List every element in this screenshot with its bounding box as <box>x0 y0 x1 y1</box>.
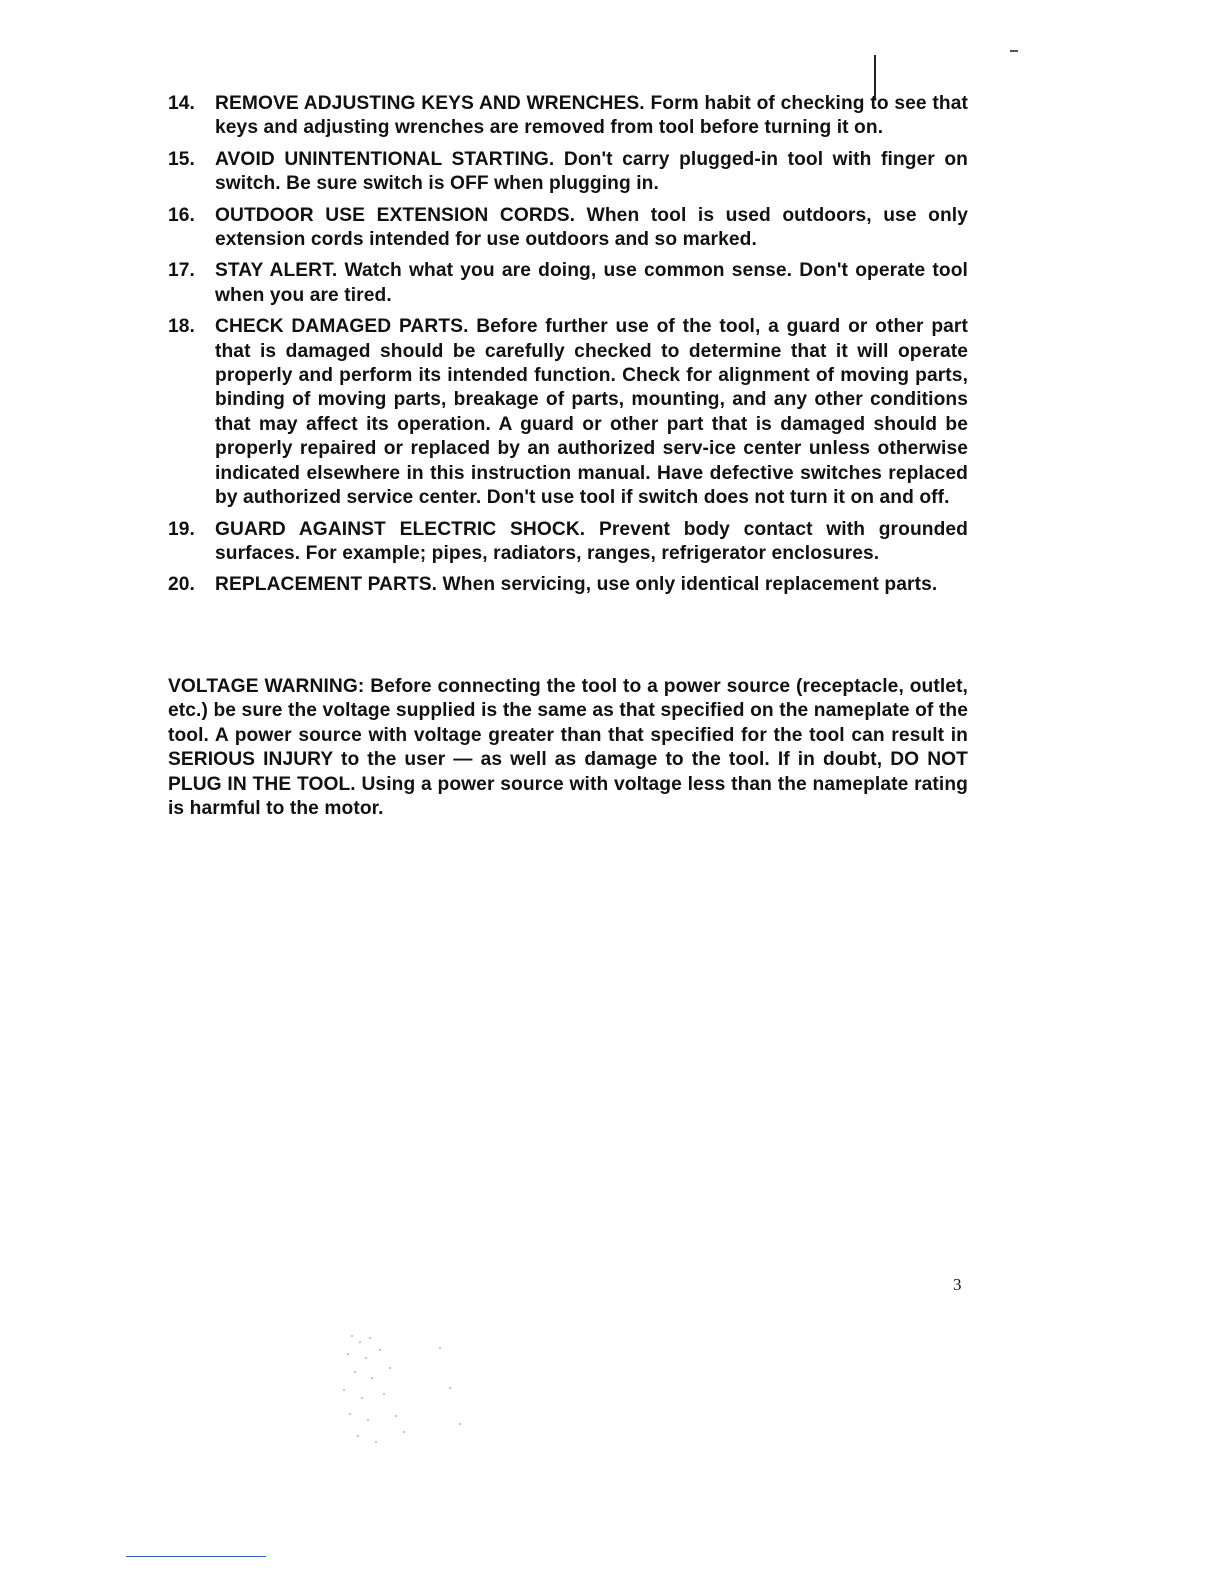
rule-number: 18. <box>168 316 195 338</box>
rule-text: Watch what you are doing, use common sense. Don't operate tool when you are tired. <box>215 260 968 306</box>
safety-rule <box>168 573 968 597</box>
scan-edge-line <box>126 1556 266 1557</box>
rule-heading: GUARD AGAINST ELECTRIC SHOCK. <box>215 518 586 540</box>
rule-number: 14. <box>168 93 195 114</box>
voltage-warning-heading: VOLTAGE WARNING: <box>168 676 365 697</box>
rule-text: Prevent body contact with grounded surfaces. For example; pipes, radiators, ranges, refrigerator enclosures. <box>215 518 968 564</box>
voltage-warning-text: Before connecting the tool to a power source (receptacle, outlet, etc.) be sure the voltage supplied is the same as that specified on the nameplate of the tool. A power source with voltage greater than that specified for the tool can result in SERIOUS INJURY to the user — as well as damage to the tool. If in doubt, DO NOT PLUG IN THE TOOL. Using a power source with voltage less than the nameplate rating is harmful to the motor. <box>168 676 968 820</box>
rule-number: 19. <box>168 518 195 540</box>
rule-heading: STAY ALERT. <box>215 260 338 282</box>
rule-number: 16. <box>168 204 195 226</box>
rule-text: When servicing, use only identical replacement parts. <box>442 574 938 596</box>
rule-heading: OUTDOOR USE EXTENSION CORDS. <box>215 204 576 226</box>
rule-number: 20. <box>168 574 195 596</box>
safety-rules-list <box>168 92 968 605</box>
rule-text: Before further use of the tool, a guard or other part that is damaged should be carefully checked to determine that it will operate properly and perform its intended function. Check for alignment of moving parts, binding of moving parts, breakage of parts, mounting, and any other conditions that may affect its operation. A guard or other part that is damaged should be properly repaired or replaced by an authorized serv-ice center unless otherwise indicated elsewhere in this instruction manual. Have defective switches replaced by authorized service center. Don't use tool if switch does not turn it on and off. <box>215 316 968 509</box>
rule-heading: REPLACEMENT PARTS. <box>215 574 438 596</box>
page-number: 3 <box>953 1275 962 1294</box>
rule-text: When tool is used outdoors, use only extension cords intended for use outdoors and so marked. <box>215 204 968 251</box>
safety-rule <box>168 259 968 308</box>
voltage-warning <box>168 675 968 821</box>
rule-number: 15. <box>168 148 195 170</box>
rule-text: Form habit of checking to see that keys and adjusting wrenches are removed from tool before turning it on. <box>215 93 968 139</box>
rule-heading: CHECK DAMAGED PARTS. <box>215 316 469 338</box>
safety-rule <box>168 315 968 510</box>
rule-heading: REMOVE ADJUSTING KEYS AND WRENCHES. <box>215 93 645 114</box>
scan-artifact-dash <box>1010 50 1018 52</box>
safety-rule <box>168 92 968 141</box>
rule-number: 17. <box>168 260 195 282</box>
rule-heading: AVOID UNINTENTIONAL STARTING. <box>215 148 555 170</box>
safety-rule <box>168 204 968 253</box>
rule-text: Don't carry plugged-in tool with finger on switch. Be sure switch is OFF when plugging in. <box>215 148 968 195</box>
safety-rule <box>168 518 968 567</box>
scan-noise-speckle <box>300 1328 500 1468</box>
safety-rule <box>168 148 968 197</box>
